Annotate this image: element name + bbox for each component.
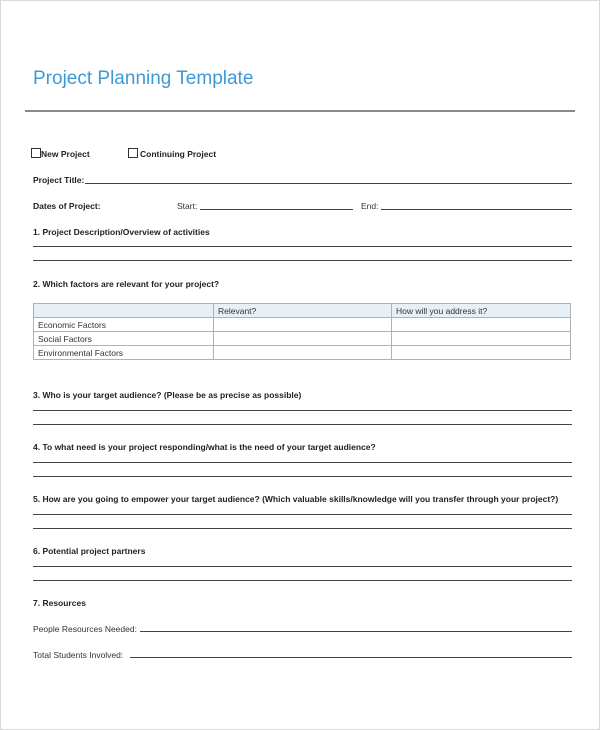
table-header-row	[34, 304, 571, 318]
factor-name-cell: Environmental Factors	[34, 346, 214, 360]
dates-label: Dates of Project:	[33, 201, 101, 211]
section-3-heading: 3. Who is your target audience? (Please be as precise as possible)	[33, 390, 302, 400]
end-label: End:	[361, 201, 379, 211]
section-2-heading: 2. Which factors are relevant for your project?	[33, 279, 220, 289]
start-label: Start:	[177, 201, 198, 211]
title-divider	[25, 110, 575, 112]
table-row	[34, 332, 571, 346]
end-date-field[interactable]	[381, 209, 572, 210]
section-6-heading: 6. Potential project partners	[33, 546, 146, 556]
new-project-checkbox[interactable]	[31, 148, 41, 158]
new-project-label: New Project	[41, 149, 90, 159]
address-cell[interactable]	[392, 332, 571, 346]
table-row	[34, 346, 571, 360]
section-4-line[interactable]	[33, 462, 572, 463]
table-header-cell: Relevant?	[214, 304, 392, 318]
section-6-line[interactable]	[33, 580, 572, 581]
start-date-field[interactable]	[200, 209, 353, 210]
section-3-line[interactable]	[33, 424, 572, 425]
address-cell[interactable]	[392, 318, 571, 332]
relevant-cell[interactable]	[214, 318, 392, 332]
factors-table	[33, 303, 571, 360]
continuing-project-label: Continuing Project	[140, 149, 217, 159]
relevant-cell[interactable]	[214, 332, 392, 346]
section-1-line[interactable]	[33, 246, 572, 247]
section-4-heading: 4. To what need is your project responding/what is the need of your target audience?	[33, 442, 376, 452]
section-7-heading: 7. Resources	[33, 598, 86, 608]
section-5-heading: 5. How are you going to empower your target audience? (Which valuable skills/knowledge will you transfer through your project?)	[33, 494, 559, 504]
factor-name-cell: Social Factors	[34, 332, 214, 346]
people-resources-label: People Resources Needed:	[33, 624, 137, 634]
section-1-line[interactable]	[33, 260, 572, 261]
total-students-field[interactable]	[130, 657, 572, 658]
table-header-cell	[34, 304, 214, 318]
people-resources-field[interactable]	[140, 631, 572, 632]
total-students-label: Total Students Involved:	[33, 650, 124, 660]
project-title-field[interactable]	[85, 183, 572, 184]
section-3-line[interactable]	[33, 410, 572, 411]
factor-name-cell: Economic Factors	[34, 318, 214, 332]
table-header-cell: How will you address it?	[392, 304, 571, 318]
document-title: Project Planning Template	[33, 68, 254, 89]
section-1-heading: 1. Project Description/Overview of activities	[33, 227, 210, 237]
table-row	[34, 318, 571, 332]
project-title-label: Project Title:	[33, 175, 85, 185]
address-cell[interactable]	[392, 346, 571, 360]
section-4-line[interactable]	[33, 476, 572, 477]
section-5-line[interactable]	[33, 528, 572, 529]
relevant-cell[interactable]	[214, 346, 392, 360]
section-5-line[interactable]	[33, 514, 572, 515]
section-6-line[interactable]	[33, 566, 572, 567]
continuing-project-checkbox[interactable]	[128, 148, 138, 158]
